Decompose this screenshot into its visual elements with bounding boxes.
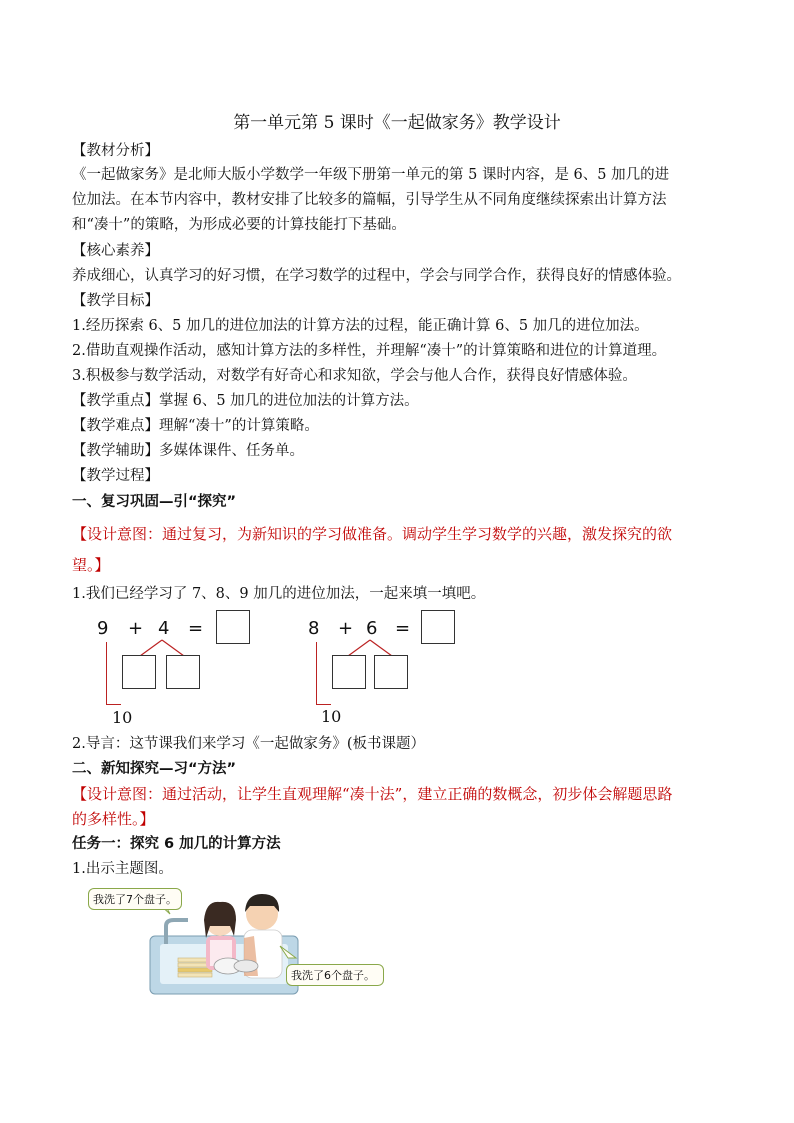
material-line-1: 《一起做家务》是北师大版小学数学一年级下册第一单元的第 5 课时内容，是 6、5 加几的进 [72, 167, 670, 183]
eq2-ten: 10 [321, 707, 342, 726]
section2-heading: 二、新知探究—习“方法” [72, 761, 237, 777]
section1-heading: 一、复习巩固—引“探究” [72, 494, 237, 510]
difficulty-label: 【教学难点】 [72, 418, 159, 434]
difficulty-row [72, 417, 727, 435]
eq2-plus: + [338, 618, 354, 639]
aids-text: 多媒体课件、任务单。 [159, 443, 304, 459]
eq1-split-box-left [122, 655, 156, 689]
goals-heading: 【教学目标】 [72, 293, 159, 309]
speech-bubble-boy: 我洗了6个盘子。 [286, 964, 384, 986]
eq1-answer-box [216, 610, 250, 644]
eq1-addend-a: 9 [97, 618, 109, 639]
section2-intent-line-1: 【设计意图：通过活动，让学生直观理解“凑十法”，建立正确的数概念，初步体会解题思路 [72, 785, 673, 803]
material-line-3: 和“凑十”的策略，为形成必要的计算技能打下基础。 [72, 217, 406, 233]
eq1-split-box-right [166, 655, 200, 689]
process-heading: 【教学过程】 [72, 468, 159, 484]
aids-row [72, 442, 727, 460]
material-line-2: 位加法。在本节内容中，教材安排了比较多的篇幅，引导学生从不同角度继续探索出计算方法 [72, 192, 667, 208]
eq1-addend-b: 4 [158, 618, 170, 639]
eq2-split-box-left [332, 655, 366, 689]
literacy-heading: 【核心素养】 [72, 243, 159, 259]
eq1-ten: 10 [112, 708, 133, 727]
eq2-split-box-right [374, 655, 408, 689]
section1-step1: 1.我们已经学习了 7、8、9 加几的进位加法，一起来填一填吧。 [72, 586, 486, 602]
eq2-equals: = [395, 618, 411, 639]
eq2-ten-bracket [316, 642, 331, 705]
speech-bubble-girl: 我洗了7个盘子。 [88, 888, 182, 910]
document-title: 第一单元第 5 课时《一起做家务》教学设计 [233, 113, 561, 133]
goal-item-1: 1.经历探索 6、5 加几的进位加法的计算方法的过程，能正确计算 6、5 加几的进位加法。 [72, 318, 649, 334]
literacy-text: 养成细心，认真学习的好习惯，在学习数学的过程中，学会与同学合作，获得良好的情感体验。 [72, 268, 681, 284]
section1-intent-line-2: 望。】 [72, 556, 110, 574]
eq2-answer-box [421, 610, 455, 644]
material-heading: 【教材分析】 [72, 143, 159, 159]
eq1-equals: = [188, 618, 204, 639]
key-point-row [72, 392, 727, 410]
key-point-label: 【教学重点】 [72, 393, 159, 409]
section1-intent-line-1: 【设计意图：通过复习，为新知识的学习做准备。调动学生学习数学的兴趣，激发探究的欲 [72, 525, 673, 543]
section2-step1: 1.出示主题图。 [72, 861, 173, 877]
section1-step2: 2.导言：这节课我们来学习《一起做家务》(板书课题） [72, 736, 425, 752]
key-point-text: 掌握 6、5 加几的进位加法的计算方法。 [159, 393, 419, 409]
goal-item-2: 2.借助直观操作活动，感知计算方法的多样性，并理解“凑十”的计算策略和进位的计算道理。 [72, 343, 667, 359]
eq2-addend-b: 6 [366, 618, 378, 639]
eq1-plus: + [128, 618, 144, 639]
difficulty-text: 理解“凑十”的计算策略。 [159, 418, 319, 434]
section2-intent-line-2: 的多样性。】 [72, 810, 155, 828]
aids-label: 【教学辅助】 [72, 443, 159, 459]
eq1-ten-bracket [106, 642, 121, 705]
task1-heading: 任务一：探究 6 加几的计算方法 [72, 836, 281, 852]
eq2-addend-a: 8 [308, 618, 320, 639]
goal-item-3: 3.积极参与数学活动，对数学有好奇心和求知欲，学会与他人合作，获得良好情感体验。 [72, 368, 637, 384]
theme-illustration [88, 886, 408, 998]
